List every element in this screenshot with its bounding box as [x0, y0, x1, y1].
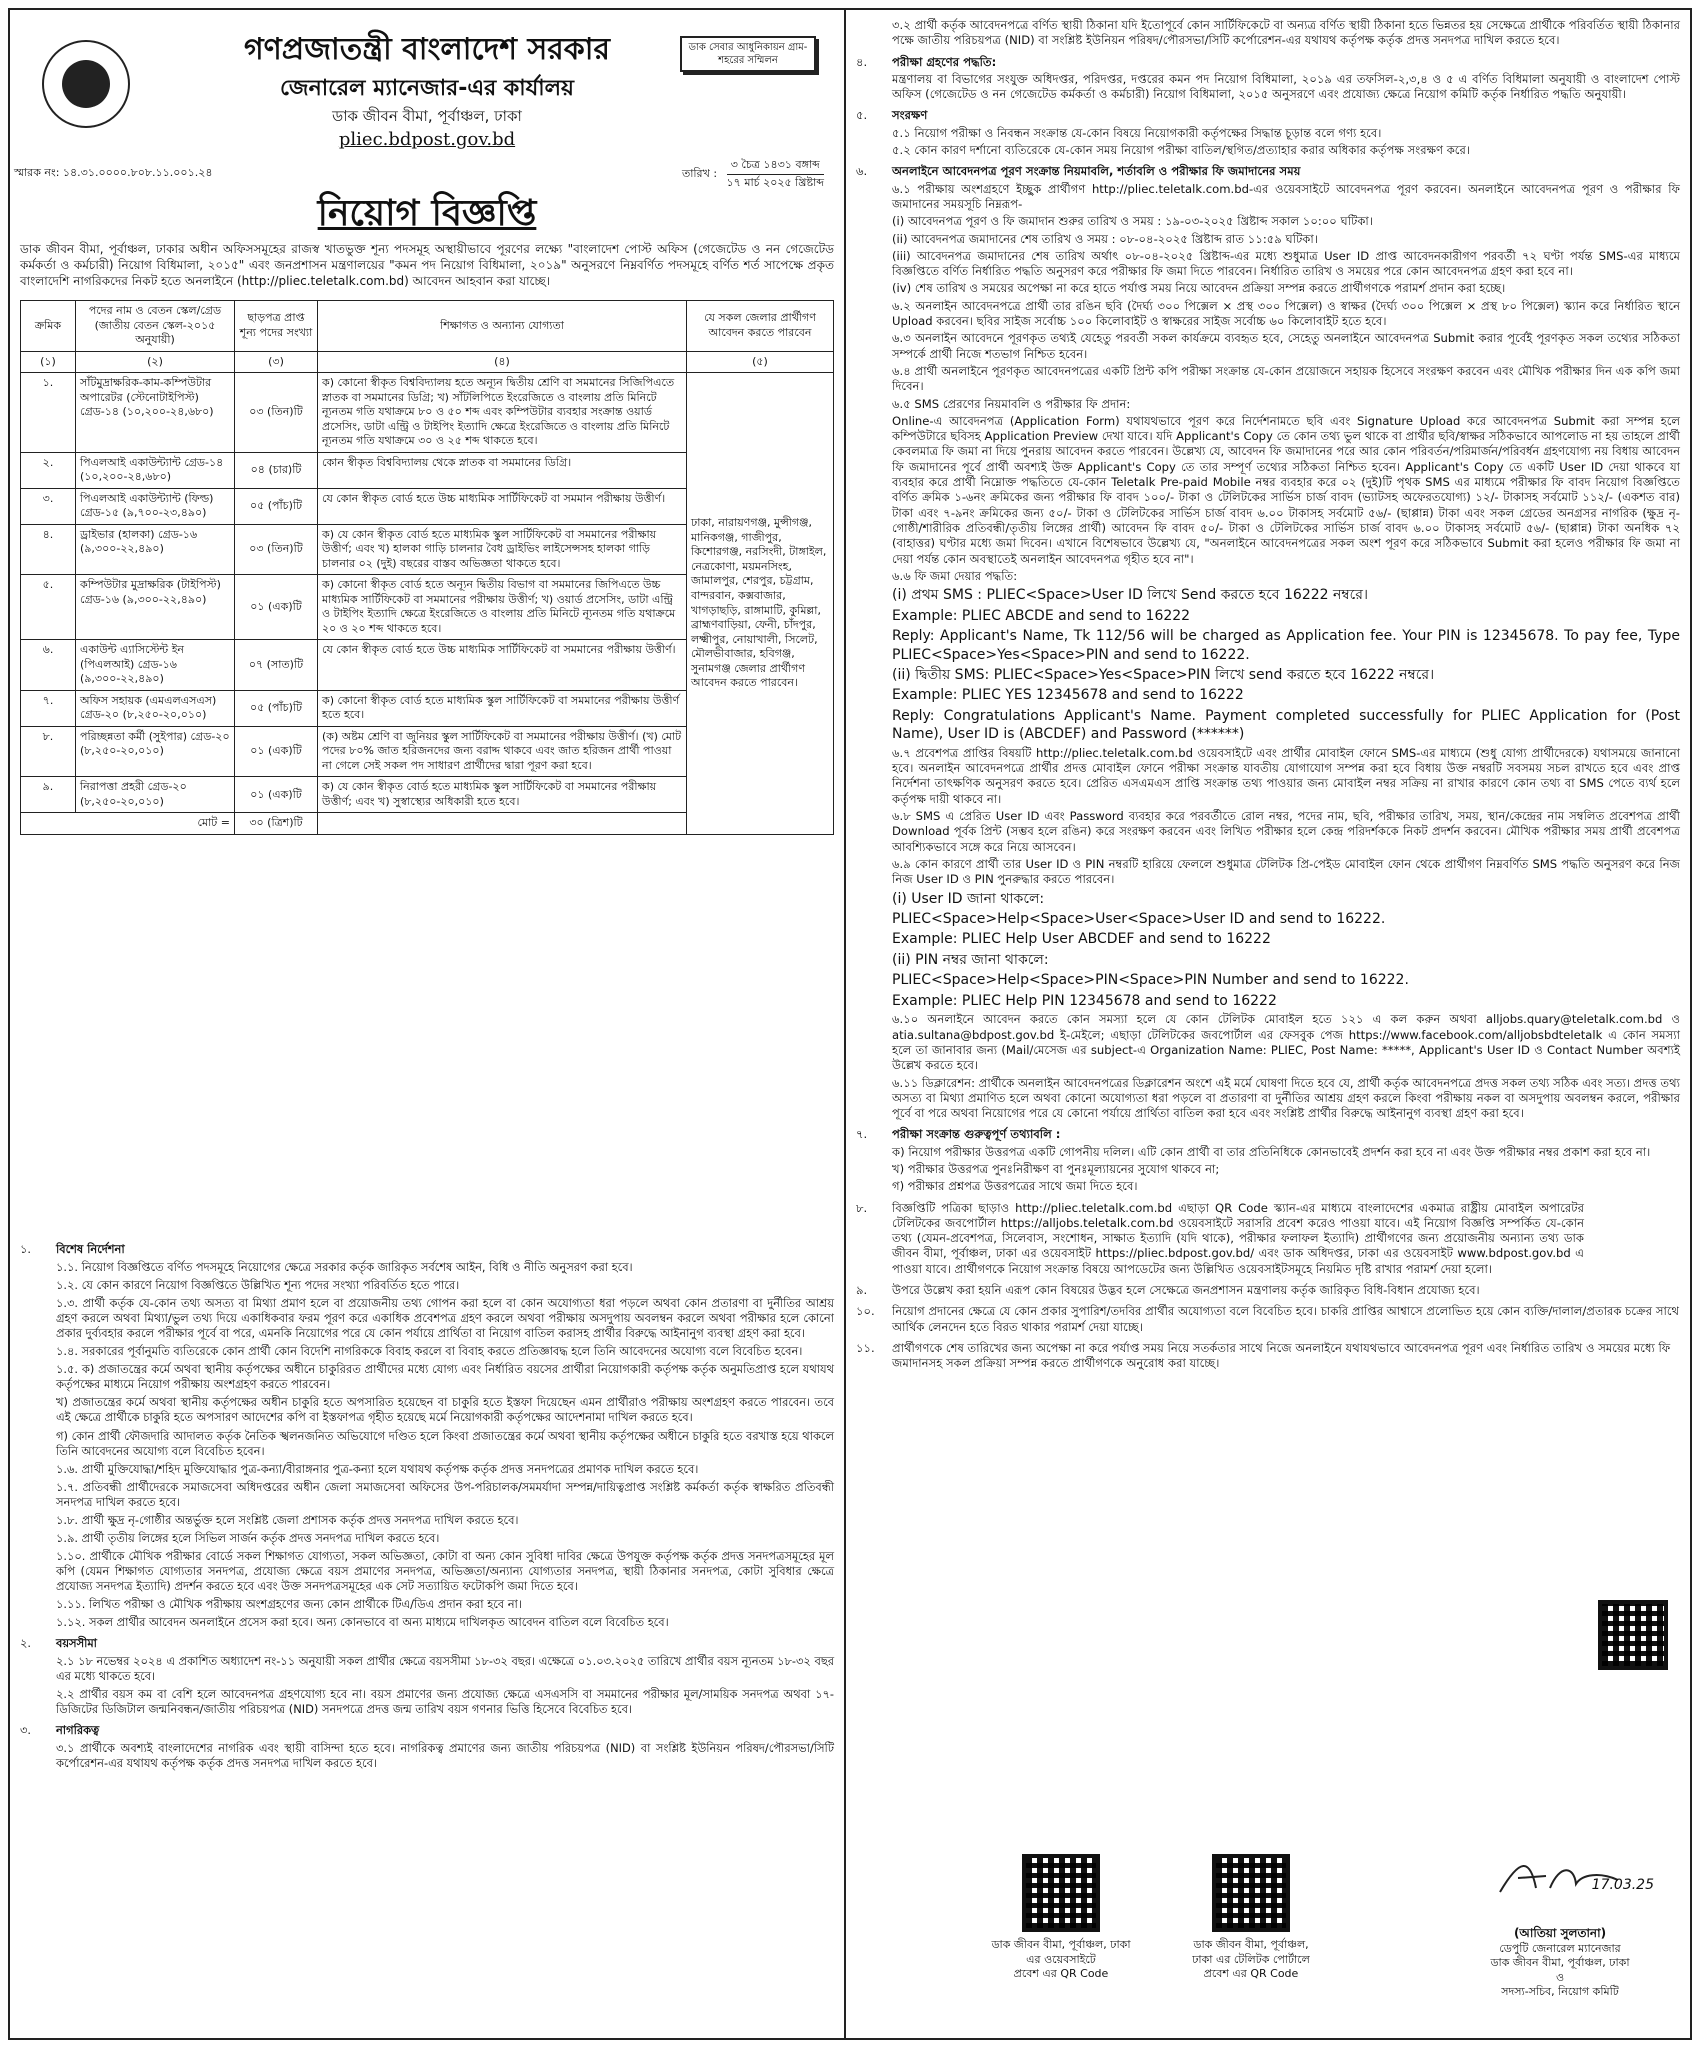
section-number: ৫.	[856, 108, 868, 123]
table-row	[21, 373, 834, 453]
section-7-items	[856, 1145, 1680, 1195]
clause: ১.৩. প্রার্থী কর্তৃক যে-কোন তথ্য অসত্য বা মিথ্যা প্রমাণ হলে বা প্রয়োজনীয় তথ্য গোপন করা হলে বা কোন অযোগ্যতা ধরা পড়লে অথবা কোন প্রতারণা বা দুর্নীতির আশ্রয় গ্রহণ করলে অথবা মিথ্যা/ভুল তথ্য দিয়ে একাধিকবার ফরম পূরণ করে একাধিক প্রবেশপত্র গ্রহণ করলে অথবা পরীক্ষায় অসদুপায় অবলম্বন করলে অথবা পরীক্ষার হলে কোনো প্রকার দুর্ব্যবহার করলে পরীক্ষার পূর্বে বা পরে, এমনকি নিয়োগের পরে যে কোন পর্যায়ে প্রার্থিতা বা নিয়োগ বাতিল করাসহ প্রার্থীর বিরুদ্ধে আইনানুগ ব্যবস্থা গ্রহণ করা হবে।	[56, 1296, 834, 1341]
right-column	[846, 10, 1690, 2038]
section-number: ১.	[20, 1242, 32, 1256]
clause: ৬.৭ প্রবেশপত্র প্রাপ্তির বিষয়টি http://pliec.teletalk.com.bd ওয়েবসাইটে এবং প্রার্থীর মোবাইল ফোনে SMS-এর মাধ্যমে (শুধু যোগ্য প্রার্থীদেরকে) যথাসময়ে জানানো হবে। অনলাইন আবেদনপত্রে প্রার্থীর প্রদত্ত মোবাইল ফোনে পরীক্ষা সংক্রান্ত যাবতীয় যোগাযোগ সম্পন্ন করা হবে বিধায় উক্ত নম্বরটি সবসময় সচল রাখতে হবে এবং প্রাপ্ত নির্দেশনা তাৎক্ষণিক অনুসরণ করতে হবে। প্রেরিত এসএমএস প্রাপ্তি সংক্রান্ত তথ্য পাওয়ার জন্য মোবাইল নম্বর সক্রিয় না রাখার কারণে কোন তথ্য বা SMS পেতে ব্যর্থ হলে কর্তৃপক্ষ দায়ী থাকবে না।	[892, 745, 1680, 806]
qr-caption: ডাক জীবন বীমা, পূর্বাঞ্চল, ঢাকা	[991, 1938, 1131, 1951]
section-11	[856, 1341, 1680, 1372]
qr-website-block	[976, 1854, 1146, 1982]
row-serial: ৮.	[21, 726, 76, 777]
qr-caption: ঢাকা এর টেলিটক পোর্টালে	[1192, 1952, 1310, 1966]
clause: ক) নিয়োগ পরীক্ষার উত্তরপত্র একটি গোপনীয় দলিল। এটি কোন প্রার্থী বা তার প্রতিনিধিকে কোনভাবেই প্রদর্শন করা হবে না এবং উক্ত পরীক্ষার নম্বর প্রকাশ করা হবে না।	[892, 1144, 1651, 1159]
clause: ১.৮. প্রার্থী ক্ষুদ্র নৃ-গোষ্ঠীর অন্তর্ভুক্ত হলে সংশ্লিষ্ট জেলা প্রশাসক কর্তৃক প্রদত্ত সনদপত্র দাখিল করতে হবে।	[56, 1512, 519, 1527]
sms-line: Reply: Applicant's Name, Tk 112/56 will be charged as Application fee. Your PIN is 12345678. To pay fee, Type PLIEC<Space>Yes<Space>PIN and send to 16222.	[892, 628, 1680, 663]
footer-qr-signature	[976, 1854, 1680, 2034]
clause: ১.৬. প্রার্থী মুক্তিযোদ্ধা/শহিদ মুক্তিযোদ্ধার পুত্র-কন্যা/বীরাঙ্গনার পুত্র-কন্যা হলে যথাযথ কর্তৃপক্ষ কর্তৃক প্রদত্ত সনদপত্রের প্রমাণক দাখিল করতে হবে।	[56, 1461, 699, 1476]
left-column	[10, 10, 846, 2038]
clause: ৬.৮ SMS এ প্রেরিত User ID এবং Password ব্যবহার করে পরবর্তীতে রোল নম্বর, পদের নাম, ছবি, পরীক্ষার তারিখ, সময়, স্থান/কেন্দ্রের নাম সম্বলিত প্রবেশপত্র প্রার্থী Download পূর্বক প্রিন্ট (সম্ভব হলে রঙিন) করে সংরক্ষণ করবেন এবং লিখিত পরীক্ষার হলে কেন্দ্র পরিদর্শককে নিকট প্রদর্শন করবেন। মৌখিক পরীক্ষার সময় প্রার্থী প্রবেশপত্র আবশ্যিকভাবে সঙ্গে করে নিয়ে আসবেন।	[892, 809, 1680, 854]
recovery-line: PLIEC<Space>Help<Space>User<Space>User ID and send to 16222.	[892, 910, 1386, 927]
section-heading: পরীক্ষা গ্রহণের পদ্ধতি:	[892, 54, 997, 69]
signature-date: 17.03.25	[1591, 1877, 1654, 1893]
qr-code-icon	[1212, 1854, 1290, 1932]
section-5-items	[856, 126, 1680, 159]
government-seal-icon	[42, 40, 130, 128]
row-count: ০১ (এক)টি	[235, 575, 318, 640]
clause: ৬.৯ কোন কারণে প্রার্থী তার User ID ও PIN নম্বরটি হারিয়ে ফেললে শুধুমাত্র টেলিটক প্রি-পেইড মোবাইল ফোন থেকে প্রার্থীগণ নিম্নবর্ণিত SMS পদ্ধতি অনুসরণ করে নিজ নিজ User ID ও PIN পুনরুদ্ধার করতে পারবেন।	[892, 856, 1680, 887]
recovery-line: (ii) PIN নম্বর জানা থাকলে:	[892, 951, 1049, 968]
date-english: ১৭ মার্চ ২০২৫ খ্রিষ্টাব্দ	[726, 175, 824, 189]
sms-line: (ii) দ্বিতীয় SMS: PLIEC<Space>Yes<Space>PIN লিখে send করতে হবে 16222 নম্বরে।	[892, 666, 1435, 683]
row-serial: ১.	[21, 373, 76, 453]
section-5	[856, 108, 1680, 123]
notice-page	[8, 8, 1692, 2040]
letterhead	[20, 30, 834, 170]
section-number: ২.	[20, 1636, 32, 1651]
section-7	[856, 1127, 1680, 1142]
signatory-line: ও	[1555, 1970, 1565, 1984]
clause: ৬.১১ ডিক্লারেশন: প্রার্থীকে অনলাইন আবেদনপত্রের ডিক্লারেশন অংশে এই মর্মে ঘোষণা দিতে হবে যে, প্রার্থী কর্তৃক আবেদনপত্রে প্রদত্ত সকল তথ্য সঠিক এবং সত্য। প্রদত্ত তথ্য অসত্য বা মিথ্যা প্রমাণিত হলে অথবা কোনো অযোগ্যতা ধরা পড়লে বা প্রতারণা বা দুর্নীতির আশ্রয় গ্রহণ করলে কিংবা পরীক্ষায় নকল বা অসদুপায় অবলম্বন করলে, পরীক্ষার পূর্বে বা পরে অথবা নিয়োগের পরে যে কোনো পর্যায়ে প্রার্থিতা বাতিল করা হবে এবং সংশ্লিষ্ট প্রার্থীর বিরুদ্ধে আইনানুগ ব্যবস্থা গ্রহণ করা হবে।	[892, 1075, 1680, 1121]
section-number: ১০.	[856, 1304, 875, 1319]
row-post: একাউন্ট এ্যাসিস্টেন্ট ইন (পিএলআই) গ্রেড-১৬ (৯,৩০০-২২,৪৯০)	[76, 640, 235, 691]
clause: খ) পরীক্ষার উত্তরপত্র পুনঃনিরীক্ষণ বা পুনঃমূল্যায়নের সুযোগ থাকবে না;	[892, 1162, 1220, 1176]
row-serial: ২.	[21, 452, 76, 488]
clause: (iii) আবেদনপত্র জমাদানের শেষ তারিখ অর্থাৎ ০৮-০৪-২০২৫ খ্রিষ্টাব্দ-এর মধ্যে শুধুমাত্র User ID প্রাপ্ত আবেদনকারীগণ পরবর্তী ৭২ ঘণ্টা পর্যন্ত SMS-এর মাধ্যমে বিজ্ঞপ্তিতে বর্ণিত নির্ধারিত পদ্ধতি অনুসরণ করে পরীক্ষার ফি জমা দিতে পারবেন। নির্ধারিত তারিখ ও সময়ের পরে কোন আবেদনপত্র গ্রহণ করা হবে না।	[892, 248, 1680, 279]
row-post: পিএলআই একাউন্ট্যান্ট গ্রেড-১৪ (১০,২০০-২৪,৬৮০)	[76, 452, 235, 488]
row-post: ড্রাইভার (হালকা) গ্রেড-১৬ (৯,৩০০-২২,৪৯০)	[76, 524, 235, 575]
section-4	[856, 55, 1680, 70]
signatory-line: সদস্য-সচিব, নিয়োগ কমিটি	[1501, 1985, 1619, 1999]
total-value: ৩০ (ত্রিশ)টি	[235, 813, 318, 835]
row-count: ০৩ (তিন)টি	[235, 524, 318, 575]
clause-3-2: ৩.২ প্রার্থী কর্তৃক আবেদনপত্রে বর্ণিত স্থায়ী ঠিকানা যদি ইতোপূর্বে কোন সার্টিফিকেটে বা অন্যত্র বর্ণিত স্থায়ী ঠিকানা হতে ভিন্নতর হয় সেক্ষেত্রে প্রার্থীকে পরিবর্তিত স্থায়ী ঠিকানার পক্ষে জাতীয় পরিচয়পত্র (NID) বা সংশ্লিষ্ট ইউনিয়ন পরিষদ/পৌরসভা/সিটি কর্পোরেশন-এর যথাযথ কর্তৃপক্ষ কর্তৃক প্রদত্ত সনদপত্র দাখিল করতে হবে।	[892, 18, 1680, 48]
row-qualification: কোন স্বীকৃত বিশ্ববিদ্যালয় থেকে স্নাতক বা সমমানের ডিগ্রি।	[318, 452, 687, 488]
clause: (ii) আবেদনপত্র জমাদানের শেষ তারিখ ও সময় : ০৮-০৪-২০২৫ খ্রিষ্টাব্দ রাত ১১:৫৯ ঘটিকা।	[892, 231, 1318, 246]
section-6-tail	[856, 1012, 1680, 1121]
clause: ৬.৬ ফি জমা দেয়ার পদ্ধতি:	[892, 568, 1018, 583]
section-8-text: বিজ্ঞপ্তিটি পত্রিকা ছাড়াও http://pliec.teletalk.com.bd এছাড়া QR Code স্ক্যান-এর মাধ্যমে বাংলাদেশের একমাত্র রাষ্ট্রীয় মোবাইল অপারেটর টেলিটকের জবপোর্টাল https://alljobs.teletalk.com.bd ওয়েবসাইটে সরাসরি প্রবেশ করেও পাওয়া যাবে। এই নিয়োগ বিজ্ঞপ্তি সম্পর্কিত যে-কোন তথ্য (যেমন-প্রবেশপত্র, সিলেবাস, সংশোধন, সাক্ষাত ইত্যাদি (যদি থাকে), পরীক্ষার ফলাফল ইত্যাদি) প্রার্থীগণের জন্য প্রয়োজনীয় অন্যান্য তথ্য ডাক জীবন বীমা, পূর্বাঞ্চল, ঢাকা এর ওয়েবসাইট https://pliec.bdpost.gov.bd/ এবং ডাক অধিদপ্তর, ঢাকা এর ওয়েবসাইট www.bdpost.gov.bd এ পাওয়া যাবে। প্রার্থীগণকে নিয়োগ সংক্রান্ত বিষয়ে আপডেটের জন্য উল্লিখিত ওয়েবসাইটসমূহে নিয়মিত দৃষ্টি রাখার পরামর্শ দেয়া হলো।	[892, 1200, 1584, 1276]
office-address: ডাক জীবন বীমা, পূর্বাঞ্চল, ঢাকা	[332, 106, 522, 125]
sms-line: Example: PLIEC ABCDE and send to 16222	[892, 607, 1191, 624]
header-districts: যে সকল জেলার প্রার্থীগণ আবেদন করতে পারবেন	[687, 301, 834, 352]
section-heading: নাগরিকত্ব	[56, 1723, 100, 1738]
left-sections	[20, 1236, 834, 1774]
clause: ৬.১০ অনলাইনে আবেদন করতে কোন সমস্যা হলে যে কোন টেলিটক মোবাইল হতে ১২১ এ কল করুন অথবা alljobs.quary@teletalk.com.bd ও atia.sultana@bdpost.gov.bd ই-মেইলে; এছাড়া টেলিটকের জবপোর্টাল এর ফেসবুক পেজ https://www.facebook.com/alljobsbdteletalk এ কোন সমস্যা হলে তা জানাবার জন্য (Mail/মেসেজ এর subject-এ Organization Name: PLIEC, Post Name: *****, Applicant's User ID ও Contact Number অবশ্যই উল্লেখ করতে হবে।	[892, 1012, 1680, 1073]
row-post: পিএলআই একাউন্ট্যান্ট (ফিল্ড) গ্রেড-১৫ (৯,৭০০-২৩,৪৯০)	[76, 488, 235, 524]
section-1	[20, 1242, 834, 1257]
row-count: ০৩ (তিন)টি	[235, 373, 318, 453]
recovery-line: Example: PLIEC Help User ABCDEF and send to 16222	[892, 931, 1271, 948]
section-11-text: প্রার্থীগণকে শেষ তারিখের জন্য অপেক্ষা না করে পর্যাপ্ত সময় নিয়ে সতর্কতার সাথে নিজে অনলাইনে যথাযথভাবে আবেদনপত্র পূরণ এবং নির্ধারিত তারিখ ও সময়ের মধ্যে ফি জমাদানসহ সকল প্রক্রিয়া সম্পন্ন করতে প্রার্থীগণকে অনুরোধ করা যাচ্ছে।	[892, 1340, 1671, 1371]
intro-paragraph: ডাক জীবন বীমা, পূর্বাঞ্চল, ঢাকার অধীন অফিসসমূহের রাজস্ব খাতভুক্ত শূন্য পদসমূহ অস্থায়ীভাবে পূরণের লক্ষ্যে "বাংলাদেশ পোস্ট অফিস (গেজেটেড ও নন গেজেটেড কর্মকর্তা ও কর্মচারী) নিয়োগ বিধিমালা, ২০১৫" এবং জনপ্রশাসন মন্ত্রণালয়ের "কমন পদ নিয়োগ বিধিমালা, ২০১৯" অনুসরণে নিম্নবর্ণিত পদসমূহে বর্ণিত শর্ত সাপেক্ষে প্রকৃত বাংলাদেশি নাগরিকদের নিকট হতে অনলাইনে (http://pliec.teletalk.com.bd) আবেদন আহবান করা যাচ্ছে।	[20, 242, 834, 288]
section-6	[856, 164, 1680, 179]
teletalk-qr-code-icon	[1598, 1600, 1668, 1670]
row-post: কম্পিউটার মুদ্রাক্ষরিক (টাইপিস্ট) গ্রেড-১৬ (৯,৩০০-২২,৪৯০)	[76, 575, 235, 640]
clause: ৫.২ কোন কারণ দর্শানো ব্যতিরেকে যে-কোন সময় নিয়োগ পরীক্ষা বাতিল/স্থগিত/প্রত্যাহার করার অধিকার কর্তৃপক্ষ সংরক্ষণ করে।	[892, 143, 1470, 158]
colnum: (৫)	[687, 351, 834, 373]
signatory-name: (আতিয়া সুলতানা)	[1513, 1926, 1607, 1940]
government-name: গণপ্রজাতন্ত্রী বাংলাদেশ সরকার	[244, 32, 610, 67]
clause: গ) কোন প্রার্থী ফৌজদারি আদালত কর্তৃক নৈতিক স্খলনজনিত অভিযোগে দণ্ডিত হলে কিংবা প্রজাতন্ত্রের কর্মে অথবা স্থানীয় কর্তৃপক্ষের অধীনে চাকুরি হতে বরখাস্ত হয়ে থাকলে তিনি আবেদনের অযোগ্য বলে বিবেচিত হবেন।	[56, 1428, 834, 1458]
clause: ১.২. যে কোন কারণে নিয়োগ বিজ্ঞপ্তিতে উল্লিখিত শূন্য পদের সংখ্যা পরিবর্তিত হতে পারে।	[56, 1278, 460, 1293]
clause: ১.১০. প্রার্থীকে মৌখিক পরীক্ষার বোর্ডে সকল শিক্ষাগত যোগ্যতা, সকল অভিজ্ঞতা, কোটা বা অন্য কোন সুবিধা দাবির ক্ষেত্রে উপযুক্ত কর্তৃপক্ষ কর্তৃক প্রদত্ত সনদপত্রসমূহের মূল কপি (যেমন শিক্ষাগত যোগ্যতার সনদপত্র, প্রযোজ্য ক্ষেত্রে বয়স প্রমাণের সনদপত্র, অভিজ্ঞতা/অন্যান্য যোগ্যতার সনদপত্র, স্থায়ী ঠিকানার সনদপত্র, কোটা সুবিধার ক্ষেত্রে প্রযোজ্য সনদপত্র ইত্যাদি) প্রদর্শন করতে হবে এবং উক্ত সনদপত্রসমূহের এক সেট সত্যায়িত ফটোকপি জমা দিতে হবে।	[56, 1548, 834, 1593]
clause: Online-এ আবেদনপত্র (Application Form) যথাযথভাবে পূরণ করে নির্দেশনামতে ছবি এবং Signature Upload করে আবেদনপত্র Submit করা সম্পন্ন হলে কম্পিউটারে ছবিসহ Application Preview দেখা যাবে। যদি Applicant's Copy তে কোন তথ্য ভুল থাকে বা প্রার্থীর ছবি/স্বাক্ষর সঠিকভাবে আপলোড না হয় তাহলে প্রার্থী কেবলমাত্র ফি জমা না দিয়ে পুনরায় আবেদন করতে পারবেন। উল্লেখ্য যে, আবেদন ফি জমাদানের পরে আর কোন পরিবর্তন/পরিমার্জন/পরিবর্ধন গ্রহণযোগ্য নয় বিধায় আবেদন ফি জমাদানের পূর্বে প্রার্থী অবশ্যই উক্ত Applicant's Copy তে তার সম্পূর্ণ তথ্যের সঠিকতা নিশ্চিত হবেন। Applicant's Copy তে একটি User ID দেয়া থাকবে যা ব্যবহার করে প্রার্থী নিম্নোক্ত পদ্ধতিতে যে-কোন Teletalk Pre-paid Mobile নম্বর ব্যবহার করে ০২ (দুই)টি পৃথক SMS এর মাধ্যমে পরীক্ষার ফি বাবদ নিয়োগ বিজ্ঞপ্তিতে বর্ণিত ক্রমিক ১-৬নং ক্রমিকের জন্য পরীক্ষার ফি বাবদ ১০০/- টাকা ও টেলিটকের সার্ভিস চার্জ বাবদ (ভ্যাটসহ অফেরতযোগ্য) ১২/- টাকাসহ সর্বমোট ১১২/- (একশত বার) টাকা এবং ৭-৯নং ক্রমিকের জন্য ৫০/- টাকা ও টেলিটকের সার্ভিস চার্জ বাবদ ৬.০০ টাকাসহ সর্বমোট ৫৬/- (ছাপ্পান্ন) টাকা এবং সকল গ্রেডের অনগ্রসর নাগরিক (ক্ষুদ্র নৃ-গোষ্ঠী/শারীরিক প্রতিবন্ধী/তৃতীয় লিঙ্গের প্রার্থী) আবেদন ফি বাবদ ৫০/- টাকা ও টেলিটকের সার্ভিস চার্জ বাবদ ৬.০০ টাকাসহ সর্বমোট ৫৬/- (ছাপ্পান্ন) টাকা অনধিক ৭২ (বাহাত্তর) ঘণ্টার মধ্যে জমা দিবেন। এখানে বিশেষভাবে উল্লেখ্য যে, "অনলাইনে আবেদনপত্রের সকল অংশ পূরণ করে সঠিকভাবে Submit করা হলেও পরীক্ষার ফি জমা না দেয়া পর্যন্ত কোন অবস্থাতেই অনলাইন আবেদনপত্র গৃহীত হবে না"।	[892, 413, 1680, 566]
slogan-box: ডাক সেবার আধুনিকায়ন গ্রাম-শহরের সম্মিলন	[680, 36, 816, 72]
office-website: pliec.bdpost.gov.bd	[338, 129, 516, 151]
clause: ২.২ প্রার্থীর বয়স কম বা বেশি হলে আবেদনপত্র গ্রহণযোগ্য হবে না। বয়স প্রমাণের জন্য প্রযোজ্য ক্ষেত্রে এসএসসি বা সমমানের পরীক্ষার মূল/সাময়িক সনদপত্র অথবা ১৭-ডিজিটের ডিজিটাল জন্মনিবন্ধন/জাতীয় পরিচয়পত্র (NID) সনদপত্রে প্রদত্ত জন্ম তারিখ বয়স গণনার ভিত্তি হিসেবে বিবেচিত হবে।	[56, 1687, 834, 1717]
row-serial: ৩.	[21, 488, 76, 524]
clause: (i) আবেদনপত্র পূরণ ও ফি জমাদান শুরুর তারিখ ও সময় : ১৯-০৩-২০২৫ খ্রিষ্টাব্দ সকাল ১০:০০ ঘটিকা।	[892, 214, 1373, 229]
section-3	[20, 1723, 834, 1738]
clause: ৩.১ প্রার্থীকে অবশ্যই বাংলাদেশের নাগরিক এবং স্থায়ী বাসিন্দা হতে হবে। নাগরিকত্ব প্রমাণের জন্য জাতীয় পরিচয়পত্র (NID) বা সংশ্লিষ্ট ইউনিয়ন পরিষদ/পৌরসভা/সিটি কর্পোরেশন-এর যথাযথ কর্তৃপক্ষ কর্তৃক প্রদত্ত সনদপত্র দাখিল করতে হবে।	[56, 1741, 834, 1771]
clause: ১.৭. প্রতিবন্ধী প্রার্থীদেরকে সমাজসেবা অধিদপ্তরের অধীন জেলা সমাজসেবা অফিসের উপ-পরিচালক/সমমর্যাদা সম্পন্ন/দায়িত্বপ্রাপ্ত সংশ্লিষ্ট কর্মকর্তা কর্তৃক স্বাক্ষরিত প্রতিবন্ধী সনদপত্র দাখিল করতে হবে।	[56, 1479, 834, 1509]
recovery-line: (i) User ID জানা থাকলে:	[892, 890, 1045, 907]
date-block	[682, 158, 824, 190]
colnum: (৪)	[318, 351, 687, 373]
qr-portal-block	[1166, 1854, 1336, 1982]
clause: গ) পরীক্ষার প্রশ্নপত্র উত্তরপত্রের সাথে জমা দিতে হবে।	[892, 1179, 1138, 1194]
clause: ১.১. নিয়োগ বিজ্ঞপ্তিতে বর্ণিত পদসমূহে নিয়োগের ক্ষেত্রে সরকার কর্তৃক জারিকৃত সর্বশেষ আইন, বিধি ও নীতি অনুসরণ করা হবে।	[56, 1260, 633, 1275]
row-serial: ৪.	[21, 524, 76, 575]
qr-caption: এর ওয়েবসাইটে	[1026, 1952, 1096, 1966]
sms-instructions	[856, 586, 1680, 744]
clause: ৬.৪ প্রার্থী অনলাইনে পূরণকৃত আবেদনপত্রের একটি প্রিন্ট কপি পরীক্ষা সংক্রান্ত যে-কোন প্রয়োজনে সহায়ক হিসেবে সংরক্ষণ করবেন এবং মৌখিক পরীক্ষার দিন এক কপি জমা দিবেন।	[892, 363, 1680, 394]
date-label: তারিখ :	[681, 167, 718, 181]
row-districts: ঢাকা, নারায়ণগঞ্জ, মুন্সীগঞ্জ, মানিকগঞ্জ, গাজীপুর, কিশোরগঞ্জ, নরসিংদী, টাঙ্গাইল, নেত্রকোণা, ময়মনসিংহ, জামালপুর, শেরপুর, চট্টগ্রাম, বান্দরবান, কক্সবাজার, খাগড়াছড়ি, রাঙ্গামাটি, কুমিল্লা, ব্রাহ্মণবাড়িয়া, ফেনী, চাঁদপুর, লক্ষ্মীপুর, নোয়াখালী, সিলেট, মৌলভীবাজার, হবিগঞ্জ, সুনামগঞ্জ জেলার প্রার্থীগণ আবেদন করতে পারবেন।	[687, 373, 834, 835]
section-6-items	[856, 182, 1680, 584]
row-count: ০১ (এক)টি	[235, 726, 318, 777]
total-label: মোট =	[21, 813, 235, 835]
row-qualification: যে কোন স্বীকৃত বোর্ড হতে উচ্চ মাধ্যমিক সার্টিফিকেট বা সমমান পরীক্ষায় উত্তীর্ণ।	[318, 488, 687, 524]
colnum: (২)	[76, 351, 235, 373]
header-qualification: শিক্ষাগত ও অন্যান্য যোগ্যতা	[318, 301, 687, 352]
section-number: ৮.	[856, 1200, 868, 1215]
row-qualification: ক) যে কোন স্বীকৃত বোর্ড হতে মাধ্যমিক স্কুল সার্টিফিকেট বা সমমানের পরীক্ষায় উত্তীর্ণ; এবং খ) হালকা গাড়ি চালনার বৈধ ড্রাইভিং লাইসেন্সসহ হালকা গাড়ি চালনার ০২ (দুই) বছরের বাস্তব অভিজ্ঞতা থাকতে হবে।	[318, 524, 687, 575]
colnum: (৩)	[235, 351, 318, 373]
row-qualification: ক) কোনো স্বীকৃত বোর্ড হতে অন্যূন দ্বিতীয় বিভাগ বা সমমানের জিপিএতে উচ্চ মাধ্যমিক সার্টিফিকেট বা সমমানের পরীক্ষায় উত্তীর্ণ; খ) ওয়ার্ড প্রসেসিং, ডাটা এন্ট্রি ও টাইপিং ইত্যাদি ক্ষেত্রে ইংরেজিতে ও বাংলায় প্রতি মিনিটে ন্যূনতম গতি যথাক্রমে ২০ ও ২০ শব্দ থাকতে হবে।	[318, 575, 687, 640]
row-qualification: ক) কোনো স্বীকৃত বোর্ড হতে মাধ্যমিক স্কুল সার্টিফিকেট বা সমমানের পরীক্ষায় উত্তীর্ণ হতে হবে।	[318, 690, 687, 726]
clause: ৬.৩ অনলাইন আবেদনে পূরণকৃত তথ্যই যেহেতু পরবর্তী সকল কার্যক্রমে ব্যবহৃত হবে, সেহেতু অনলাইনে আবেদনপত্র Submit করার পূর্বেই পূরণকৃত সকল তথ্যের সঠিকতা সম্পর্কে প্রার্থী নিজে শতভাগ নিশ্চিত হবেন।	[892, 331, 1680, 361]
clause: ২.১ ১৮ নভেম্বর ২০২৪ এ প্রকাশিত অধ্যাদেশ নং-১১ অনুযায়ী সকল প্রার্থীর ক্ষেত্রে বয়সসীমা ১৮-৩২ বছর। এক্ষেত্রে ০১.০৩.২০২৫ তারিখে প্রার্থীর বয়স ন্যূনতম ১৮-৩২ বছর এর মধ্যে থাকতে হবে।	[56, 1654, 834, 1684]
total-blank	[318, 813, 687, 835]
vacancy-table	[20, 300, 834, 835]
memo-number: স্মারক নং: ১৪.৩১.০০০০.৮০৮.১১.০০১.২৪	[14, 166, 213, 179]
section-heading: পরীক্ষা সংক্রান্ত গুরুত্বপূর্ণ তথ্যাবলি :	[892, 1127, 1061, 1142]
vacancy-rows	[21, 373, 834, 835]
row-serial: ৫.	[21, 575, 76, 640]
row-count: ০১ (এক)টি	[235, 777, 318, 813]
section-number: ৯.	[856, 1283, 868, 1298]
header-post: পদের নাম ও বেতন স্কেল/গ্রেড (জাতীয় বেতন স্কেল-২০১৫ অনুযায়ী)	[76, 301, 235, 352]
section-number: ৪.	[856, 54, 868, 69]
clause: ৫.১ নিয়োগ পরীক্ষা ও নিবন্ধন সংক্রান্ত যে-কোন বিষয়ে নিয়োগকারী কর্তৃপক্ষের সিদ্ধান্ত চূড়ান্ত বলে গণ্য হবে।	[892, 125, 1382, 140]
row-qualification: যে কোন স্বীকৃত বোর্ড হতে উচ্চ মাধ্যমিক সার্টিফিকেট বা সমমানের পরীক্ষায় উত্তীর্ণ।	[318, 640, 687, 691]
signatory-line: ডাক জীবন বীমা, পূর্বাঞ্চল, ঢাকা	[1490, 1956, 1630, 1970]
clause: ৬.২ অনলাইন আবেদনপত্রে প্রার্থী তার রঙিন ছবি (দৈর্ঘ্য ৩০০ পিক্সেল × প্রস্থ ৩০০ পিক্সেল) ও স্বাক্ষর (দৈর্ঘ্য ৩০০ পিক্সেল × প্রস্থ ৮০ পিক্সেল) স্ক্যান করে নির্ধারিত স্থানে Upload করবেন। ছবির সাইজ সর্বোচ্চ ১০০ কিলোবাইট ও স্বাক্ষরের সাইজ সর্বোচ্চ ৬০ কিলোবাইট হতে হবে।	[892, 298, 1680, 329]
section-heading: সংরক্ষণ	[892, 108, 928, 123]
clause: ৬.৫ SMS প্রেরণের নিয়মাবলি ও পরীক্ষার ফি প্রদান:	[892, 396, 1131, 411]
date-bangla: ৩ চৈত্র ১৪৩১ বঙ্গাব্দ	[730, 158, 820, 171]
row-count: ০৪ (চার)টি	[235, 452, 318, 488]
sms-line: (i) প্রথম SMS : PLIEC<Space>User ID লিখে Send করতে হবে 16222 নম্বরে।	[892, 587, 1368, 604]
section-heading: বিশেষ নির্দেশনা	[56, 1242, 125, 1256]
section-number: ৩.	[20, 1723, 32, 1738]
qr-caption: প্রবেশ এর QR Code	[1013, 1967, 1109, 1981]
signatory-line: ডেপুটি জেনারেল ম্যানেজার	[1499, 1941, 1621, 1955]
section-heading: বয়সসীমা	[56, 1636, 97, 1651]
section-9-text: উপরে উল্লেখ করা হয়নি এরূপ কোন বিষয়ের উদ্ভব হলে সেক্ষেত্রে জনপ্রশাসন মন্ত্রণালয় কর্তৃক জারিকৃত বিধি-বিধান প্রযোজ্য হবে।	[892, 1283, 1480, 1298]
row-count: ০৭ (সাত)টি	[235, 640, 318, 691]
row-post: সাঁটমুদ্রাক্ষরিক-কাম-কম্পিউটার অপারেটর (স্টেনোটাইপিস্ট) গ্রেড-১৪ (১০,২০০-২৪,৬৮০)	[76, 373, 235, 453]
row-serial: ৯.	[21, 777, 76, 813]
clause: ১.৪. সরকারের পূর্বানুমতি ব্যতিরেকে কোন প্রার্থী কোন বিদেশি নাগরিককে বিবাহ করলে বা বিবাহ করতে প্রতিজ্ঞাবদ্ধ হলে তিনি আবেদনের অযোগ্য বলে বিবেচিত হবেন।	[56, 1344, 803, 1359]
sms-line: Example: PLIEC YES 12345678 and send to 16222	[892, 687, 1244, 704]
row-post: অফিস সহায়ক (এমএলএসএস) গ্রেড-২০ (৮,২৫০-২০,০১০)	[76, 690, 235, 726]
qr-code-icon	[1022, 1854, 1100, 1932]
row-qualification: ক) যে কোন স্বীকৃত বোর্ড হতে মাধ্যমিক স্কুল সার্টিফিকেট বা সমমানের পরীক্ষায় উত্তীর্ণ; এবং খ) সুস্বাস্থ্যের অধিকারী হতে হবে।	[318, 777, 687, 813]
office-name: জেনারেল ম্যানেজার-এর কার্যালয়	[279, 75, 575, 101]
header-serial: ক্রমিক	[21, 301, 76, 352]
section-2	[20, 1636, 834, 1651]
clause: ১.১২. সকল প্রার্থীর আবেদন অনলাইনে প্রসেস করা হবে। অন্য কোনভাবে বা অন্য মাধ্যমে দাখিলকৃত আবেদন বাতিল বলে বিবেচিত হবে।	[56, 1615, 669, 1630]
sms-line: Reply: Congratulations Applicant's Name. Payment completed successfully for PLIEC Application for (Post Name), User ID is (ABCDEF) and Password (******)	[892, 707, 1680, 743]
row-post: পরিচ্ছন্নতা কর্মী (সুইপার) গ্রেড-২০ (৮,২৫০-২০,০১০)	[76, 726, 235, 777]
section-10	[856, 1304, 1680, 1335]
section-6-more	[856, 746, 1680, 888]
qr-caption: প্রবেশ এর QR Code	[1203, 1967, 1299, 1981]
clause: খ) প্রজাতন্ত্রের কর্মে অথবা স্থানীয় কর্তৃপক্ষের অধীন চাকুরি হতে অপসারিত হয়েছেন বা চাকুরি হতে ইস্তফা দিয়েছেন এমন প্রার্থীরাও পরীক্ষায় অংশগ্রহণ করতে পারবেন। তবে এই ক্ষেত্রে প্রার্থীকে চাকুরি হতে অপসারণ আদেশের কপি বা ইস্তফাপত্র গৃহীত হয়েছে মর্মে নিয়োগকারী কর্তৃপক্ষের আদেশনামা দাখিল করতে হবে।	[56, 1395, 834, 1425]
section-9	[856, 1283, 1680, 1298]
qr-caption: ডাক জীবন বীমা, পূর্বাঞ্চল,	[1193, 1938, 1309, 1951]
section-4-text: মন্ত্রণালয় বা বিভাগের সংযুক্ত অধিদপ্তর, পরিদপ্তর, দপ্তরের কমন পদ নিয়োগ বিধিমালা, ২০১৯ এর তফসিল-২,৩,৪ ও ৫ এ বর্ণিত বিধিমালা অনুযায়ী ও বাংলাদেশ পোস্ট অফিস (গেজেটেড ও নন গেজেটেড কর্মকর্তা ও কর্মচারী) নিয়োগ বিধিমালা, ২০১৫ অনুসরণে এবং প্রযোজ্য ক্ষেত্রে নিয়োগ কমিটি কর্তৃক নির্ধারিত পদ্ধতি অনুযায়ী।	[892, 71, 1680, 102]
section-number: ৭.	[856, 1127, 868, 1142]
row-serial: ৬.	[21, 640, 76, 691]
header-count: ছাড়পত্র প্রাপ্ত শূন্য পদের সংখ্যা	[235, 301, 318, 352]
row-qualification: ক) কোনো স্বীকৃত বিশ্ববিদ্যালয় হতে অন্যূন দ্বিতীয় শ্রেণি বা সমমানের সিজিপিএতে স্নাতক বা সমমানের ডিগ্রি; খ) সাঁটলিপিতে ইংরেজিতে ও বাংলায় প্রতি মিনিটে ন্যূনতম গতি যথাক্রমে ৮০ ও ৫০ শব্দ এবং কম্পিউটার ব্যবহার সংক্রান্ত ওয়ার্ড প্রসেসিং, ডাটা এন্ট্রি ও টাইপিং ইত্যাদি ক্ষেত্রে ইংরেজিতে ও বাংলায় প্রতি মিনিটে ন্যূনতম গতি যথাক্রমে ৩০ ও ২৫ শব্দ থাকতে হবে।	[318, 373, 687, 453]
clause: (iv) শেষ তারিখ ও সময়ের অপেক্ষা না করে হাতে পর্যাপ্ত সময় নিয়ে আবেদন প্রক্রিয়া সম্পন্ন করতে প্রার্থীগণকে পরামর্শ প্রদান করা হচ্ছে।	[892, 281, 1506, 296]
signature-block	[1460, 1854, 1660, 2000]
section-number: ১১.	[856, 1340, 875, 1355]
colnum: (১)	[21, 351, 76, 373]
section-number: ৬.	[856, 164, 868, 179]
row-count: ০৫ (পাঁচ)টি	[235, 690, 318, 726]
row-count: ০৫ (পাঁচ)টি	[235, 488, 318, 524]
recovery-instructions	[856, 890, 1680, 1011]
notice-title: নিয়োগ বিজ্ঞপ্তি	[317, 192, 537, 234]
row-qualification: (ক) অষ্টম শ্রেণি বা জুনিয়র স্কুল সার্টিফিকেট বা সমমানের পরীক্ষায় উত্তীর্ণ। (খ) মোট পদের ৮০% জাত হরিজনদের জন্য বরাদ্দ থাকবে এবং জাত হরিজন প্রার্থী পাওয়া না গেলে সেই সকল পদ সাধারণ প্রার্থীদের দ্বারা পূরণ করা হবে।	[318, 726, 687, 777]
clause: ৬.১ পরীক্ষায় অংশগ্রহণে ইচ্ছুক প্রার্থীগণ http://pliec.teletalk.com.bd-এর ওয়েবসাইটে আবেদনপত্র পূরণ করবেন। অনলাইনে আবেদনপত্র পূরণ ও পরীক্ষার ফি জমাদানের সময়সূচি নিম্নরূপ-	[892, 181, 1680, 211]
section-8	[856, 1201, 1680, 1277]
clause: ১.৯. প্রার্থী তৃতীয় লিঙ্গের হলে সিভিল সার্জন কর্তৃক প্রদত্ত সনদপত্র দাখিল করতে হবে।	[56, 1530, 440, 1545]
row-serial: ৭.	[21, 690, 76, 726]
section-10-text: নিয়োগ প্রদানের ক্ষেত্রে যে কোন প্রকার সুপারিশ/তদবির প্রার্থীর অযোগ্যতা বলে বিবেচিত হবে। চাকরি প্রাপ্তির আশ্বাসে প্রলোভিত হয়ে কোন ব্যক্তি/দালাল/প্রতারক চক্রের সাথে আর্থিক লেনদেন হতে বিরত থাকার পরামর্শ দেয়া যাচ্ছে।	[892, 1304, 1680, 1334]
right-sections	[856, 18, 1680, 1372]
recovery-line: Example: PLIEC Help PIN 12345678 and send to 16222	[892, 992, 1277, 1009]
recovery-line: PLIEC<Space>Help<Space>PIN<Space>PIN Number and send to 16222.	[892, 972, 1409, 989]
row-post: নিরাপত্তা প্রহরী গ্রেড-২০ (৮,২৫০-২০,০১০)	[76, 777, 235, 813]
section-heading: অনলাইনে আবেদনপত্র পূরণ সংক্রান্ত নিয়মাবলি, শর্তাবলি ও পরীক্ষার ফি জমাদানের সময়	[892, 164, 1301, 179]
clause: ১.১১. লিখিত পরীক্ষা ও মৌখিক পরীক্ষায় অংশগ্রহণের জন্য কোন প্রার্থীকে টিএ/ডিএ প্রদান করা হবে না।	[56, 1596, 522, 1611]
clause: ১.৫. ক) প্রজাতন্ত্রের কর্মে অথবা স্থানীয় কর্তৃপক্ষের অধীনে চাকুরিরত প্রার্থীদের মধ্যে যোগ্য এবং নির্ধারিত বয়সের প্রার্থীরা নিয়োগকারী কর্তৃপক্ষ কর্তৃক অনুমতিপ্রাপ্ত হলে যথাযথ কর্তৃপক্ষের মাধ্যমে নিয়োগ পরীক্ষায় অংশগ্রহণ করতে পারবেন।	[56, 1362, 834, 1392]
